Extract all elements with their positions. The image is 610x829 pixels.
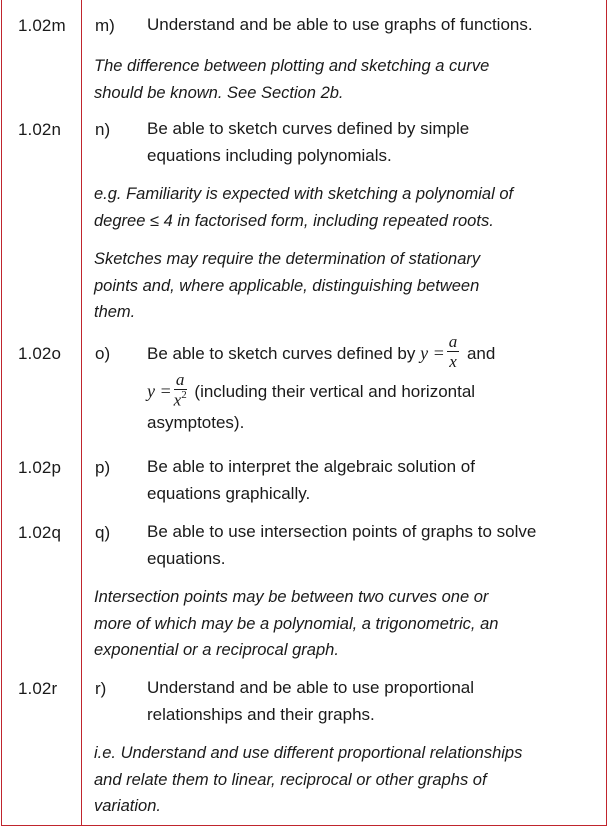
note-1-02n-example	[94, 181, 599, 234]
note-1-02q	[94, 584, 599, 664]
fraction-numerator: a	[174, 371, 187, 390]
statement-1-02r	[147, 675, 597, 728]
statement-1-02q	[147, 519, 597, 572]
statement-line: Be able to use intersection points of graphs to solve	[147, 522, 537, 541]
ref-1-02q: 1.02q	[18, 523, 62, 542]
statement-text: Be able to sketch curves defined by	[147, 344, 421, 363]
note-line: should be known. See Section 2b.	[94, 83, 344, 102]
denominator-base: x	[173, 390, 182, 410]
ref-1-02r: 1.02r	[18, 679, 58, 698]
statement-line: Be able to interpret the algebraic solution of	[147, 457, 475, 476]
letter-r: r)	[95, 679, 107, 698]
statement-line: Understand and be able to use proportional	[147, 678, 475, 697]
ref-1-02p: 1.02p	[18, 458, 62, 477]
note-line: The difference between plotting and sketching a curve	[94, 57, 490, 75]
note-1-02r	[94, 740, 599, 820]
note-line: i.e. Understand and use different proportional relationships	[94, 744, 523, 762]
letter-m: m)	[95, 16, 115, 35]
fraction-numerator: a	[448, 332, 458, 352]
statement-1-02p	[147, 454, 597, 507]
note-line: more of which may be a polynomial, a trigonometric, an	[94, 614, 499, 633]
statement-text: and	[462, 344, 496, 363]
fraction-denominator: x	[449, 352, 457, 372]
statement-line	[147, 369, 597, 410]
note-line: Sketches may require the determination of stationary	[94, 250, 481, 268]
statement-1-02m: Understand and be able to use graphs of functions.	[147, 15, 533, 34]
denominator-exponent: 2	[181, 388, 187, 401]
note-line: variation.	[94, 797, 161, 815]
fraction-a-over-x-squared	[174, 371, 187, 409]
statement-line: equations graphically.	[147, 483, 311, 503]
note-line: points and, where applicable, distinguishing between	[94, 276, 480, 295]
statement-1-02n	[147, 116, 597, 169]
note-line: Intersection points may be between two curves one or	[94, 588, 489, 606]
letter-n: n)	[95, 120, 111, 139]
ref-1-02m: 1.02m	[18, 16, 66, 35]
note-line: them.	[94, 303, 136, 321]
statement-1-02o	[147, 334, 597, 436]
note-line: exponential or a reciprocal graph.	[94, 641, 339, 659]
ref-1-02o: 1.02o	[18, 344, 62, 363]
math-y-equals: y =	[420, 343, 445, 363]
letter-q: q)	[95, 523, 111, 542]
fraction-a-over-x	[447, 333, 460, 370]
note-line: e.g. Familiarity is expected with sketching a polynomial of	[94, 185, 514, 203]
ref-1-02n: 1.02n	[18, 120, 62, 139]
note-line: degree ≤ 4 in factorised form, including repeated roots.	[94, 211, 494, 230]
letter-p: p)	[95, 458, 111, 477]
statement-line: Be able to sketch curves defined by simple	[147, 119, 470, 138]
statement-line: relationships and their graphs.	[147, 704, 375, 724]
fraction-denominator	[174, 390, 187, 409]
statement-text: (including their vertical and horizontal	[189, 382, 476, 401]
math-y-equals: y =	[147, 381, 172, 401]
note-1-02n-sketches	[94, 246, 599, 326]
letter-o: o)	[95, 344, 111, 363]
statement-line: equations including polynomials.	[147, 145, 392, 165]
statement-line	[147, 334, 597, 372]
statement-line: asymptotes).	[147, 413, 245, 432]
column-divider	[81, 0, 82, 826]
note-1-02m	[94, 53, 599, 106]
statement-line: equations.	[147, 548, 226, 568]
note-line: and relate them to linear, reciprocal or other graphs of	[94, 770, 487, 789]
